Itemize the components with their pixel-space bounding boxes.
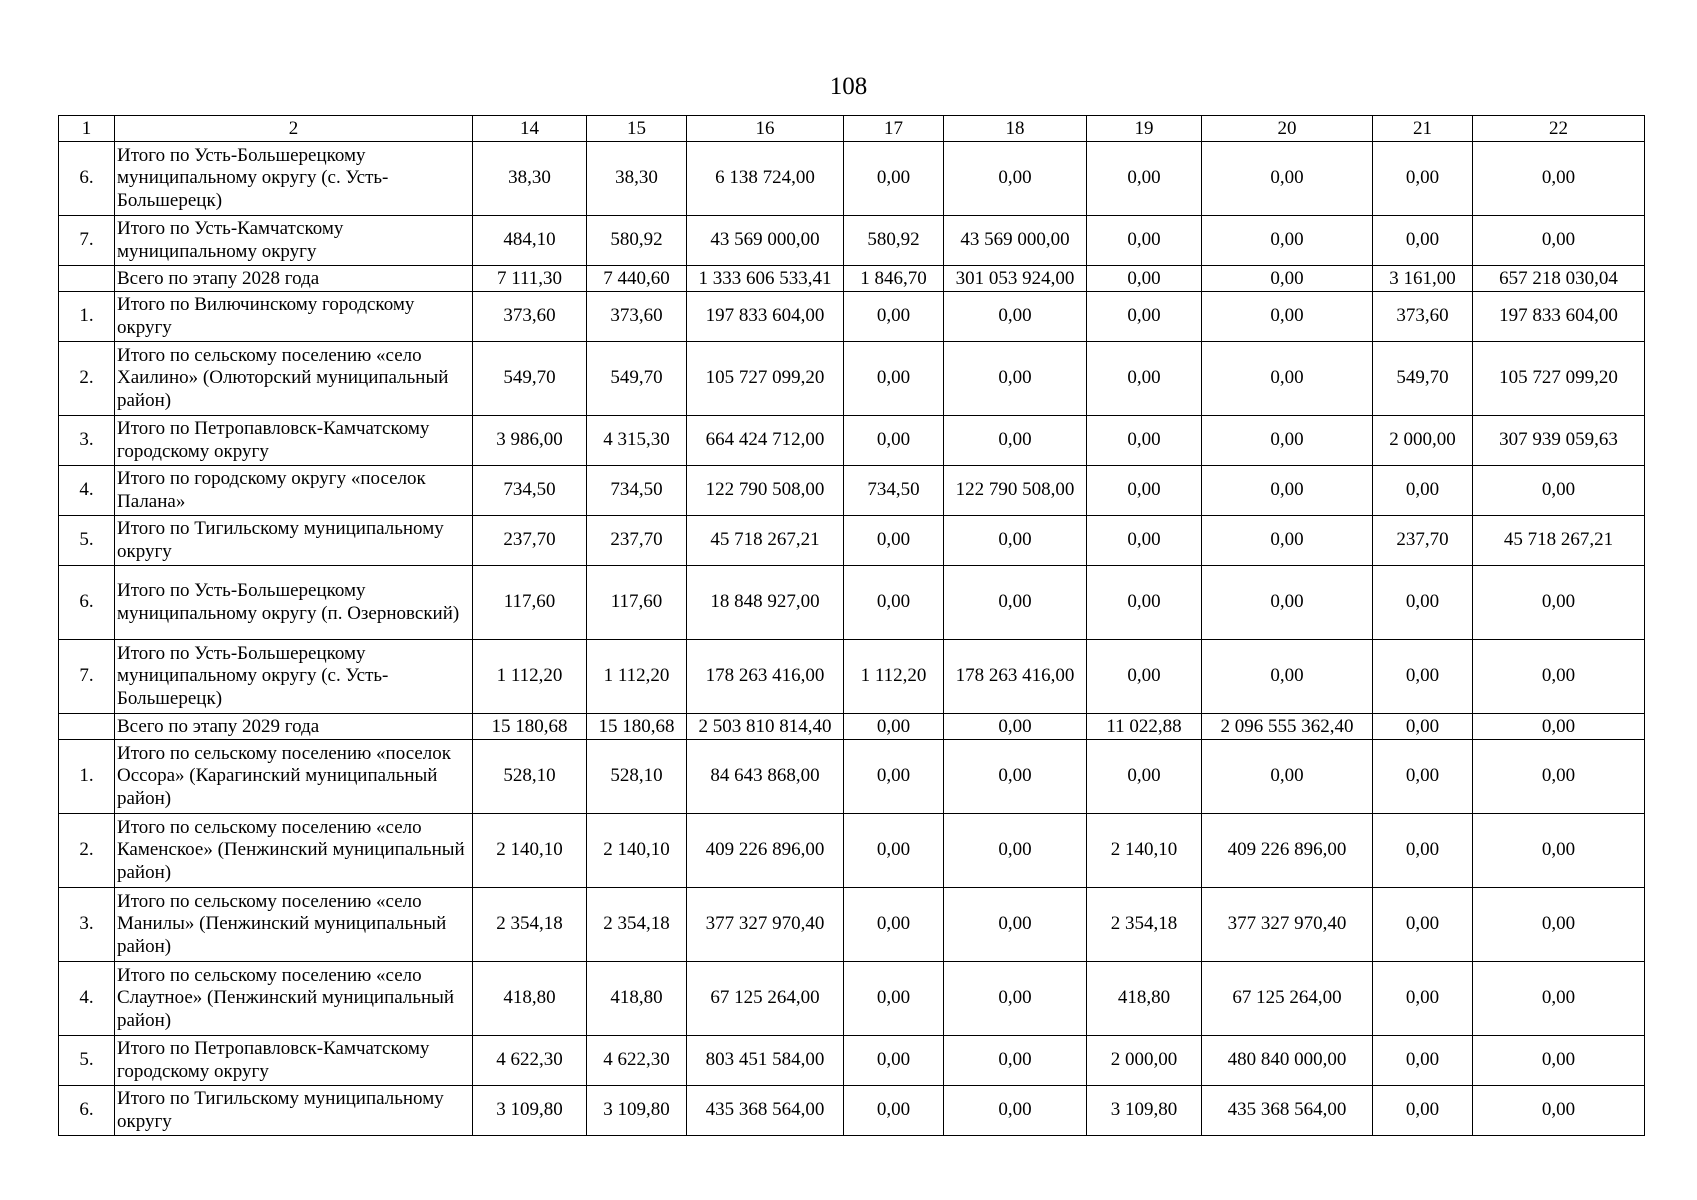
value-cell: 0,00 <box>1373 142 1473 216</box>
value-cell: 0,00 <box>1373 740 1473 814</box>
header-cell: 15 <box>587 116 687 142</box>
row-name: Итого по сельскому поселению «село Манилы» (Пенжинский муниципальный район) <box>115 888 473 962</box>
value-cell: 105 727 099,20 <box>687 342 844 416</box>
row-name: Итого по Усть-Большерецкому муниципальному округу (с. Усть-Большерецк) <box>115 142 473 216</box>
row-name: Итого по Петропавловск-Камчатскому городскому округу <box>115 416 473 466</box>
table-row <box>59 516 1645 566</box>
value-cell: 0,00 <box>944 888 1087 962</box>
header-cell: 1 <box>59 116 115 142</box>
value-cell: 0,00 <box>1202 466 1373 516</box>
value-cell: 0,00 <box>844 1086 944 1136</box>
value-cell: 528,10 <box>473 740 587 814</box>
value-cell: 0,00 <box>1373 566 1473 640</box>
value-cell: 105 727 099,20 <box>1473 342 1645 416</box>
value-cell: 0,00 <box>1202 416 1373 466</box>
value-cell: 3 109,80 <box>473 1086 587 1136</box>
value-cell: 3 986,00 <box>473 416 587 466</box>
value-cell: 117,60 <box>473 566 587 640</box>
value-cell: 122 790 508,00 <box>944 466 1087 516</box>
table-row <box>59 566 1645 640</box>
value-cell: 178 263 416,00 <box>944 640 1087 714</box>
value-cell: 2 140,10 <box>473 814 587 888</box>
value-cell: 38,30 <box>473 142 587 216</box>
value-cell: 0,00 <box>1202 142 1373 216</box>
table-row <box>59 640 1645 714</box>
value-cell: 4 622,30 <box>473 1036 587 1086</box>
value-cell: 528,10 <box>587 740 687 814</box>
value-cell: 409 226 896,00 <box>687 814 844 888</box>
value-cell: 0,00 <box>1202 342 1373 416</box>
value-cell: 0,00 <box>844 1036 944 1086</box>
value-cell: 3 109,80 <box>1087 1086 1202 1136</box>
value-cell: 0,00 <box>844 714 944 740</box>
header-cell: 22 <box>1473 116 1645 142</box>
value-cell: 197 833 604,00 <box>687 292 844 342</box>
row-number: 1. <box>59 740 115 814</box>
value-cell: 0,00 <box>944 1036 1087 1086</box>
table-row <box>59 342 1645 416</box>
table-row <box>59 888 1645 962</box>
value-cell: 2 354,18 <box>1087 888 1202 962</box>
value-cell: 0,00 <box>1087 142 1202 216</box>
value-cell: 0,00 <box>844 342 944 416</box>
value-cell: 1 112,20 <box>844 640 944 714</box>
value-cell: 0,00 <box>1473 714 1645 740</box>
value-cell: 0,00 <box>844 416 944 466</box>
value-cell: 549,70 <box>587 342 687 416</box>
row-name: Итого по Тигильскому муниципальному округу <box>115 1086 473 1136</box>
row-number: 2. <box>59 342 115 416</box>
value-cell: 1 846,70 <box>844 266 944 292</box>
value-cell: 0,00 <box>944 342 1087 416</box>
row-number: 6. <box>59 142 115 216</box>
value-cell: 0,00 <box>944 566 1087 640</box>
value-cell: 373,60 <box>587 292 687 342</box>
value-cell: 3 161,00 <box>1373 266 1473 292</box>
value-cell: 7 111,30 <box>473 266 587 292</box>
value-cell: 0,00 <box>1087 566 1202 640</box>
header-cell: 20 <box>1202 116 1373 142</box>
value-cell: 734,50 <box>587 466 687 516</box>
row-number: 6. <box>59 566 115 640</box>
value-cell: 0,00 <box>844 142 944 216</box>
value-cell: 734,50 <box>473 466 587 516</box>
value-cell: 0,00 <box>1087 640 1202 714</box>
value-cell: 0,00 <box>1473 814 1645 888</box>
header-cell: 16 <box>687 116 844 142</box>
data-table <box>58 115 1645 1136</box>
row-name: Итого по Вилючинскому городскому округу <box>115 292 473 342</box>
value-cell: 2 354,18 <box>587 888 687 962</box>
value-cell: 0,00 <box>1473 888 1645 962</box>
value-cell: 237,70 <box>587 516 687 566</box>
table-row <box>59 142 1645 216</box>
value-cell: 0,00 <box>844 814 944 888</box>
row-number: 3. <box>59 888 115 962</box>
value-cell: 409 226 896,00 <box>1202 814 1373 888</box>
value-cell: 0,00 <box>1087 466 1202 516</box>
value-cell: 0,00 <box>1087 266 1202 292</box>
value-cell: 0,00 <box>1373 466 1473 516</box>
row-number: 2. <box>59 814 115 888</box>
row-number: 5. <box>59 516 115 566</box>
stage-total-row <box>59 266 1645 292</box>
value-cell: 0,00 <box>944 516 1087 566</box>
value-cell: 2 140,10 <box>587 814 687 888</box>
value-cell: 1 333 606 533,41 <box>687 266 844 292</box>
row-name: Итого по сельскому поселению «село Слаутное» (Пенжинский муниципальный район) <box>115 962 473 1036</box>
value-cell: 0,00 <box>844 888 944 962</box>
value-cell: 1 112,20 <box>473 640 587 714</box>
value-cell: 0,00 <box>844 516 944 566</box>
value-cell: 0,00 <box>944 814 1087 888</box>
value-cell: 0,00 <box>1373 814 1473 888</box>
value-cell: 2 096 555 362,40 <box>1202 714 1373 740</box>
value-cell: 67 125 264,00 <box>687 962 844 1036</box>
value-cell: 0,00 <box>844 740 944 814</box>
value-cell: 0,00 <box>1473 640 1645 714</box>
value-cell: 237,70 <box>1373 516 1473 566</box>
value-cell: 67 125 264,00 <box>1202 962 1373 1036</box>
header-cell: 2 <box>115 116 473 142</box>
row-number: 1. <box>59 292 115 342</box>
value-cell: 0,00 <box>1473 1086 1645 1136</box>
value-cell: 0,00 <box>1202 566 1373 640</box>
value-cell: 84 643 868,00 <box>687 740 844 814</box>
value-cell: 4 622,30 <box>587 1036 687 1086</box>
value-cell: 122 790 508,00 <box>687 466 844 516</box>
row-number: 4. <box>59 962 115 1036</box>
row-name: Итого по сельскому поселению «поселок Оссора» (Карагинский муниципальный район) <box>115 740 473 814</box>
value-cell: 0,00 <box>1087 516 1202 566</box>
value-cell: 0,00 <box>944 1086 1087 1136</box>
value-cell: 2 000,00 <box>1087 1036 1202 1086</box>
value-cell: 549,70 <box>473 342 587 416</box>
value-cell: 435 368 564,00 <box>1202 1086 1373 1136</box>
value-cell: 237,70 <box>473 516 587 566</box>
table-row <box>59 416 1645 466</box>
value-cell: 418,80 <box>587 962 687 1036</box>
value-cell: 0,00 <box>944 740 1087 814</box>
value-cell: 301 053 924,00 <box>944 266 1087 292</box>
value-cell: 0,00 <box>1202 216 1373 266</box>
table-row <box>59 814 1645 888</box>
row-name: Итого по сельскому поселению «село Каменское» (Пенжинский муниципальный район) <box>115 814 473 888</box>
value-cell: 580,92 <box>844 216 944 266</box>
value-cell: 0,00 <box>1473 466 1645 516</box>
value-cell: 418,80 <box>473 962 587 1036</box>
value-cell: 0,00 <box>1373 888 1473 962</box>
value-cell: 0,00 <box>944 714 1087 740</box>
table-row <box>59 292 1645 342</box>
row-name: Итого по Усть-Камчатскому муниципальному округу <box>115 216 473 266</box>
row-number: 4. <box>59 466 115 516</box>
value-cell: 18 848 927,00 <box>687 566 844 640</box>
row-number <box>59 714 115 740</box>
value-cell: 2 354,18 <box>473 888 587 962</box>
row-name: Всего по этапу 2028 года <box>115 266 473 292</box>
value-cell: 0,00 <box>1373 1036 1473 1086</box>
row-name: Итого по сельскому поселению «село Хаилино» (Олюторский муниципальный район) <box>115 342 473 416</box>
value-cell: 197 833 604,00 <box>1473 292 1645 342</box>
value-cell: 117,60 <box>587 566 687 640</box>
value-cell: 480 840 000,00 <box>1202 1036 1373 1086</box>
value-cell: 0,00 <box>1473 740 1645 814</box>
value-cell: 6 138 724,00 <box>687 142 844 216</box>
value-cell: 0,00 <box>1087 416 1202 466</box>
value-cell: 0,00 <box>844 566 944 640</box>
value-cell: 45 718 267,21 <box>687 516 844 566</box>
value-cell: 373,60 <box>1373 292 1473 342</box>
table-row <box>59 466 1645 516</box>
header-row <box>59 116 1645 142</box>
row-name: Всего по этапу 2029 года <box>115 714 473 740</box>
value-cell: 2 140,10 <box>1087 814 1202 888</box>
value-cell: 178 263 416,00 <box>687 640 844 714</box>
value-cell: 657 218 030,04 <box>1473 266 1645 292</box>
value-cell: 734,50 <box>844 466 944 516</box>
value-cell: 0,00 <box>944 142 1087 216</box>
value-cell: 0,00 <box>1473 566 1645 640</box>
value-cell: 0,00 <box>944 292 1087 342</box>
value-cell: 0,00 <box>1087 342 1202 416</box>
value-cell: 0,00 <box>844 292 944 342</box>
page-number: 108 <box>829 73 868 100</box>
row-name: Итого по Тигильскому муниципальному округу <box>115 516 473 566</box>
row-name: Итого по Усть-Большерецкому муниципальному округу (с. Усть-Большерецк) <box>115 640 473 714</box>
row-name: Итого по городскому округу «поселок Палана» <box>115 466 473 516</box>
value-cell: 580,92 <box>587 216 687 266</box>
value-cell: 0,00 <box>1473 1036 1645 1086</box>
value-cell: 0,00 <box>1202 292 1373 342</box>
value-cell: 373,60 <box>473 292 587 342</box>
header-cell: 18 <box>944 116 1087 142</box>
value-cell: 2 503 810 814,40 <box>687 714 844 740</box>
value-cell: 549,70 <box>1373 342 1473 416</box>
value-cell: 4 315,30 <box>587 416 687 466</box>
value-cell: 43 569 000,00 <box>944 216 1087 266</box>
value-cell: 0,00 <box>1087 740 1202 814</box>
table-row <box>59 216 1645 266</box>
value-cell: 307 939 059,63 <box>1473 416 1645 466</box>
value-cell: 3 109,80 <box>587 1086 687 1136</box>
row-number <box>59 266 115 292</box>
value-cell: 377 327 970,40 <box>1202 888 1373 962</box>
value-cell: 0,00 <box>1373 962 1473 1036</box>
row-name: Итого по Петропавловск-Камчатскому городскому округу <box>115 1036 473 1086</box>
value-cell: 0,00 <box>1202 640 1373 714</box>
value-cell: 38,30 <box>587 142 687 216</box>
value-cell: 11 022,88 <box>1087 714 1202 740</box>
table-row <box>59 962 1645 1036</box>
row-name: Итого по Усть-Большерецкому муниципальному округу (п. Озерновский) <box>115 566 473 640</box>
value-cell: 0,00 <box>1473 142 1645 216</box>
value-cell: 0,00 <box>1373 1086 1473 1136</box>
value-cell: 0,00 <box>944 962 1087 1036</box>
value-cell: 15 180,68 <box>587 714 687 740</box>
stage-total-row <box>59 714 1645 740</box>
value-cell: 0,00 <box>1373 216 1473 266</box>
value-cell: 435 368 564,00 <box>687 1086 844 1136</box>
value-cell: 0,00 <box>1202 516 1373 566</box>
table-row <box>59 1086 1645 1136</box>
value-cell: 0,00 <box>944 416 1087 466</box>
value-cell: 0,00 <box>844 962 944 1036</box>
value-cell: 2 000,00 <box>1373 416 1473 466</box>
row-number: 5. <box>59 1036 115 1086</box>
row-number: 3. <box>59 416 115 466</box>
value-cell: 803 451 584,00 <box>687 1036 844 1086</box>
value-cell: 664 424 712,00 <box>687 416 844 466</box>
row-number: 6. <box>59 1086 115 1136</box>
value-cell: 0,00 <box>1202 266 1373 292</box>
value-cell: 0,00 <box>1087 216 1202 266</box>
header-cell: 19 <box>1087 116 1202 142</box>
value-cell: 45 718 267,21 <box>1473 516 1645 566</box>
value-cell: 0,00 <box>1373 640 1473 714</box>
value-cell: 418,80 <box>1087 962 1202 1036</box>
table-row <box>59 740 1645 814</box>
header-cell: 21 <box>1373 116 1473 142</box>
row-number: 7. <box>59 640 115 714</box>
value-cell: 484,10 <box>473 216 587 266</box>
value-cell: 0,00 <box>1473 962 1645 1036</box>
value-cell: 0,00 <box>1373 714 1473 740</box>
value-cell: 43 569 000,00 <box>687 216 844 266</box>
value-cell: 377 327 970,40 <box>687 888 844 962</box>
value-cell: 15 180,68 <box>473 714 587 740</box>
value-cell: 0,00 <box>1473 216 1645 266</box>
header-cell: 14 <box>473 116 587 142</box>
value-cell: 0,00 <box>1087 292 1202 342</box>
value-cell: 0,00 <box>1202 740 1373 814</box>
value-cell: 1 112,20 <box>587 640 687 714</box>
header-cell: 17 <box>844 116 944 142</box>
row-number: 7. <box>59 216 115 266</box>
table-row <box>59 1036 1645 1086</box>
value-cell: 7 440,60 <box>587 266 687 292</box>
